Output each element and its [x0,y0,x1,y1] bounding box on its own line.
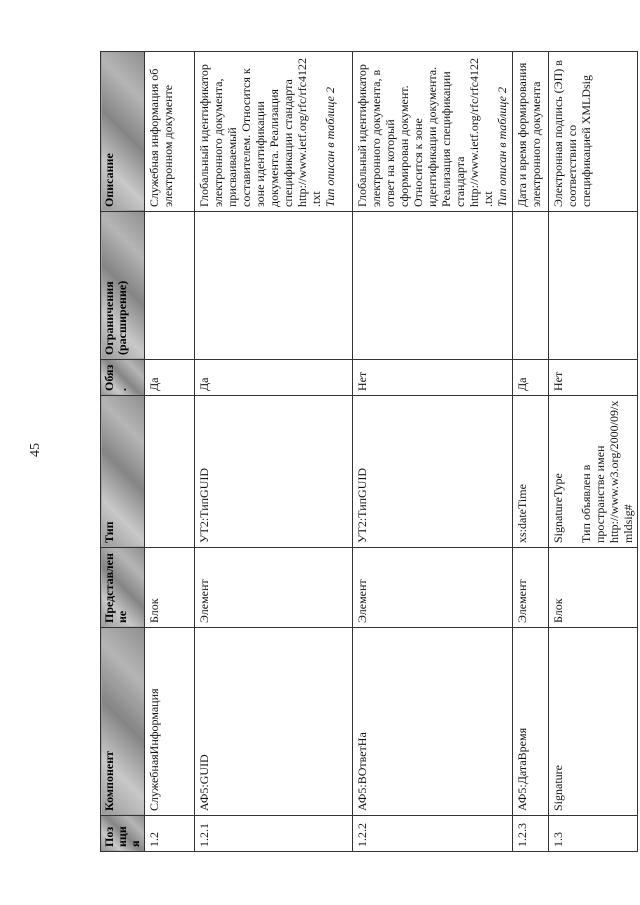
table-row [353,52,513,852]
description-text: Глобальный идентификатор электронного документа, в ответ на который сформирован документ. Относится к зоне идентификации документа. Реализация спецификации стандарта http://www.ietf.org/rfc/rfc4122.txt [355,58,495,207]
cell-description [549,52,638,212]
cell-component: АФ5:ДатаВремя [513,628,549,816]
description-type-note: Тип описан в таблице 2 [323,87,337,207]
cell-representation: Элемент [195,548,353,628]
header-restrictions: Ограничения (расширение) [101,212,145,360]
header-description: Описание [101,52,145,212]
table-row [195,52,353,852]
cell-restrictions [353,212,513,360]
cell-restrictions [549,212,638,360]
cell-type [145,396,195,548]
cell-component: АФ5:ВОтветНа [353,628,513,816]
cell-type: УТ2:ТипGUID [195,396,353,548]
header-position: Позиция [101,816,145,852]
cell-required: Да [513,360,549,396]
cell-component: СлужебнаяИнформация [145,628,195,816]
cell-required: Да [195,360,353,396]
description-text: Глобальный идентификатор электронного документа, присваиваемый составителем. Относится к зоне идентификации документа. Реализация спецификации стандарта http://www.ietf.org/rfc/rfc4122.txt [197,58,323,207]
description-text: Служебная информация об электронном документе [147,68,175,207]
table-row [513,52,549,852]
header-component: Компонент [101,628,145,816]
header-required: Обяз. [101,360,145,396]
header-representation: Представление [101,548,145,628]
cell-position: 1.3 [549,816,638,852]
cell-representation: Блок [145,548,195,628]
header-type: Тип [101,396,145,548]
cell-position: 1.2 [145,816,195,852]
cell-component: Signature [549,628,638,816]
page-number: 45 [28,443,43,457]
cell-required: Нет [549,360,638,396]
cell-required: Нет [353,360,513,396]
table-row [549,52,638,852]
cell-position: 1.2.1 [195,816,353,852]
table-row [145,52,195,852]
spec-table [100,51,638,852]
cell-required: Да [145,360,195,396]
cell-type: xs:dateTime [513,396,549,548]
description-text: Дата и время формирования электронного документа [515,62,543,207]
cell-description [195,52,353,212]
type-value: SignatureType [551,473,565,543]
cell-type: УТ2:ТипGUID [353,396,513,548]
cell-restrictions [145,212,195,360]
description-text: Электронная подпись (ЭП) в соответствии со спецификацией XMLDsig [551,60,593,207]
cell-description [145,52,195,212]
cell-description [513,52,549,212]
cell-representation: Элемент [353,548,513,628]
cell-representation: Элемент [513,548,549,628]
cell-restrictions [195,212,353,360]
cell-position: 1.2.2 [353,816,513,852]
description-type-note: Тип описан в таблице 2 [495,87,509,207]
cell-restrictions [513,212,549,360]
type-namespace-note: Тип объявлен в пространстве имен http://www.w3.org/2000/09/xmldsig# [579,400,635,543]
rotated-page-content [100,52,635,852]
cell-representation: Блок [549,548,638,628]
table-header-row [101,52,145,852]
cell-position: 1.2.3 [513,816,549,852]
cell-type [549,396,638,548]
cell-component: АФ5:GUID [195,628,353,816]
cell-description [353,52,513,212]
